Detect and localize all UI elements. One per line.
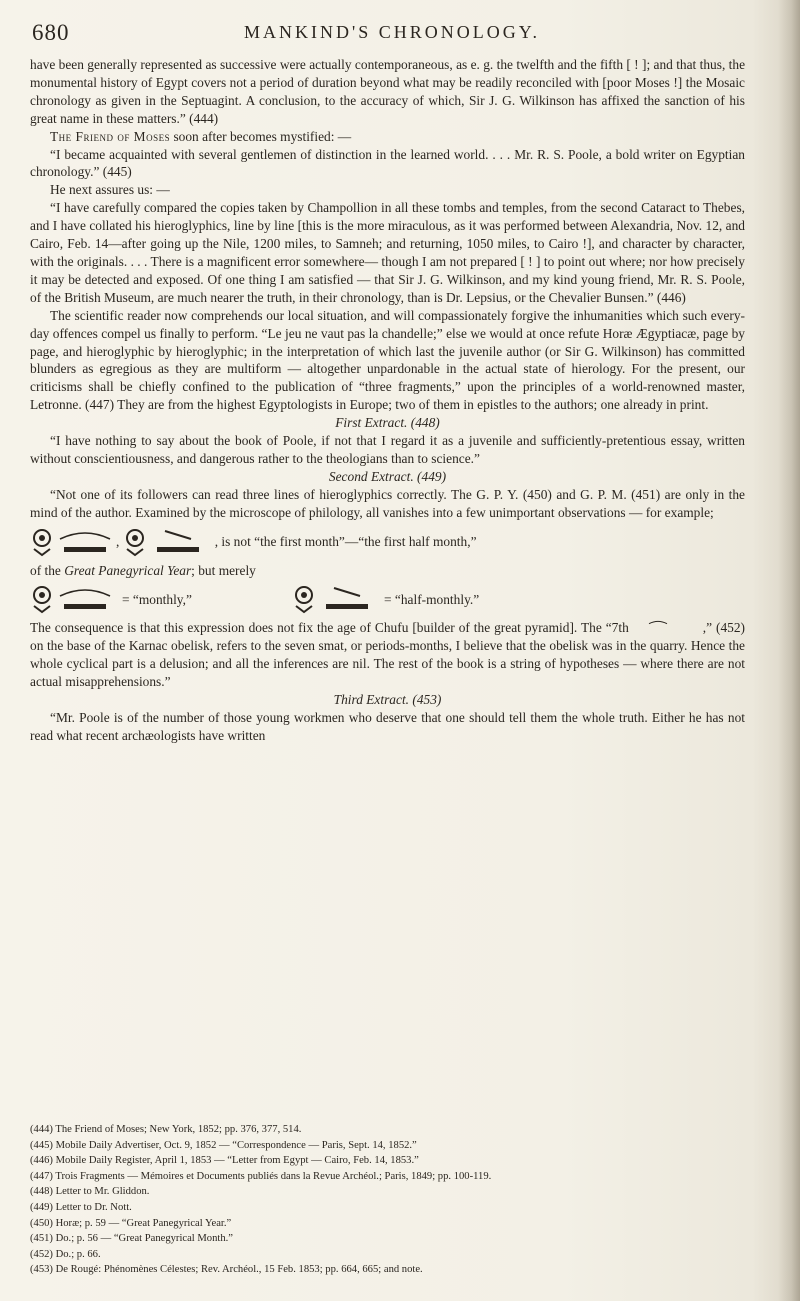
hieroglyph-sun-icon	[292, 584, 316, 614]
hieroglyph-crescent-icon	[147, 527, 209, 557]
footnote: (446) Mobile Daily Register, April 1, 1853 — “Letter from Egypt — Cairo, Feb. 14, 1853.”	[30, 1155, 419, 1167]
paragraph	[30, 562, 745, 580]
hieroglyph-line	[30, 524, 745, 560]
extract-heading: First Extract. (448)	[335, 415, 440, 431]
quotation: “Mr. Poole is of the number of those young workmen who deserve that one should tell them the whole truth. Either he has not read what recent archæologists have written	[30, 710, 745, 743]
hieroglyph-arc-icon	[54, 527, 116, 557]
text: = “half-monthly.”	[384, 591, 480, 607]
text: , is not “the first month”—“the first half month,”	[214, 533, 477, 549]
hieroglyph-sun-icon	[30, 527, 54, 557]
quotation: “Not one of its followers can read three lines of hieroglyphics correctly. The G. P. Y. (450) and G. P. M. (451) are only in the mind of the author. Examined by the microscope of philology, all vanishes into a few unimportant observations — for example;	[30, 486, 745, 520]
hieroglyph-line	[30, 581, 745, 617]
footnote: (445) Mobile Daily Advertiser, Oct. 9, 1852 — “Correspondence — Paris, Sept. 14, 1852.”	[30, 1139, 417, 1151]
quotation: “I became acquainted with several gentlemen of distinction in the learned world. . . . Mr. R. S. Poole, a bold writer on Egyptian chronology.” (445)	[30, 146, 745, 180]
paragraph: The scientific reader now comprehends our local situation, and will compassionately forgive the inhumanities which such every-day offences compel us finally to perform. “Le jeu ne vaut pas la chandelle;” else we would at once refute Horæ Ægyptiacæ, page by page, and hieroglyphic by hieroglyphic; in the interpretation of which last the juvenile author (or Sir G. Wilkinson) has committed blunders as egregious as they are multiform — altogether unpardonable in the actual state of hierology. For the present, our criticisms shall be chiefly confined to the publication of “three fragments,” upon the principles of a world-renowned master, Letronne. (447) They are from the highest Egyptologists in Europe; two of them in epistles to the authors; one already in print.	[30, 307, 745, 413]
footnote: (450) Horæ; p. 59 — “Great Panegyrical Year.”	[30, 1217, 232, 1229]
extract-heading: Third Extract. (453)	[333, 692, 442, 708]
footnote: (444) The Friend of Moses; New York, 1852; pp. 376, 377, 514.	[30, 1124, 302, 1135]
paragraph: have been generally represented as successive were actually contemporaneous, as e. g. the twelfth and the fifth [ ! ]; and that thus, the monumental history of Egypt covers not a period of duration beyond what may be readily reconciled with [poor Moses !] the Mosaic chronology as given in the Septuagint. A conclusion, to the accuracy of which, Sir J. G. Wilkinson has affixed the sanction of his great name in these matters.” (444)	[30, 57, 746, 126]
small-caps-text: The Friend of Moses	[50, 128, 171, 144]
footnote: (449) Letter to Dr. Nott.	[30, 1201, 132, 1213]
page-number: 680	[32, 20, 70, 45]
quotation: “I have carefully compared the copies taken by Champollion in all these tombs and temples, from the second Cataract to Thebes, and I have collated his hieroglyphics, line by line [this is the more miraculous, as it was performed between Alexandria, Nov. 12, and Cairo, Feb. 14—after going up the Nile, 1200 miles, to Samneh; and returning, 1050 miles, to Cairo !], and character by character, with the originals. . . . There is a magnificent error somewhere— though I am not prepared [ ! ] to point out where; nor how precisely it may be detected and exposed. Of one thing I am satisfied — that Sir J. G. Wilkinson, and my kind young friend, Mr. R. S. Poole, of the British Museum, are much nearer the truth, in their chronology, than is Dr. Lepsius, or the Chevalier Bunsen.” (446)	[30, 200, 745, 305]
text: ,	[116, 533, 123, 549]
paragraph	[30, 128, 745, 146]
hieroglyph-sun-icon	[30, 584, 54, 614]
footnote: (448) Letter to Mr. Gliddon.	[30, 1186, 150, 1198]
paragraph	[30, 619, 745, 691]
text: of the	[30, 562, 65, 578]
footnotes	[30, 1122, 745, 1278]
hieroglyph-sun-icon	[123, 527, 147, 557]
text: soon after becomes mystified: —	[170, 128, 352, 144]
text: The consequence is that this expression does not fix the age of Chufu [builder of the great pyramid]. The “7th	[30, 620, 629, 636]
footnote: (453) De Rougé: Phénomènes Célestes; Rev. Archéol., 15 Feb. 1853; pp. 664, 665; and note.	[30, 1264, 423, 1276]
main-text	[30, 56, 745, 745]
quotation: “I have nothing to say about the book of Poole, if not that I regard it as a juvenile and sufficiently-pretentious essay, written without conscientiousness, and dangerous rather to the theologians than to science.”	[30, 433, 745, 466]
running-title: MANKIND'S CHRONOLOGY.	[244, 22, 540, 42]
text: ,” (452) on the base of the Karnac obelisk, refers to the seven smat, or periods-months, I believe that the obelisk was in the quarry. Hence the whole cyclical part is a delusion; and all the inferences are nil. The rest of the book is a string of hypotheses — where there are not actual misapprehensions.”	[30, 620, 745, 690]
paragraph: He next assures us: —	[50, 182, 170, 198]
footnote: (451) Do.; p. 56 — “Great Panegyrical Month.”	[30, 1233, 233, 1245]
hieroglyph-star-icon	[635, 619, 697, 637]
page-edge-shadow	[778, 0, 800, 1301]
footnote: (452) Do.; p. 66.	[30, 1248, 101, 1260]
hieroglyph-arc-icon	[54, 584, 116, 614]
extract-heading: Second Extract. (449)	[328, 468, 447, 484]
text: ; but merely	[191, 562, 256, 578]
footnote: (447) Trois Fragments — Mémoires et Documents publiés dans la Revue Archéol.; Paris, 1849; pp. 100-119.	[30, 1170, 492, 1182]
hieroglyph-crescent-icon	[316, 584, 378, 614]
italic-text: Great Panegyrical Year	[64, 562, 192, 578]
text: = “monthly,”	[122, 591, 192, 607]
